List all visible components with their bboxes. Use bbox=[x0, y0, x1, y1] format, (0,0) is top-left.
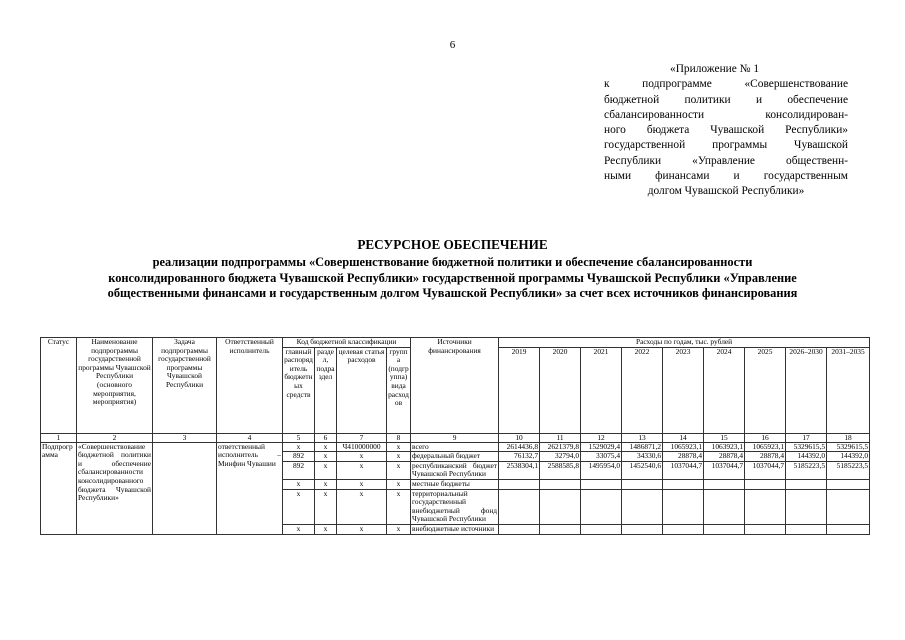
column-number: 17 bbox=[786, 433, 827, 442]
appendix-line: «Приложение № 1 bbox=[670, 63, 760, 75]
column-number: 6 bbox=[315, 433, 337, 442]
cell-grbs: 892 bbox=[283, 461, 315, 479]
cell-value bbox=[704, 524, 745, 534]
cell-value: 1529029,4 bbox=[581, 442, 622, 452]
cell-value bbox=[540, 479, 581, 489]
header-executor: Ответственный исполнитель bbox=[217, 338, 283, 434]
column-number: 18 bbox=[827, 433, 870, 442]
appendix-line: ного бюджета Чувашской Республики» bbox=[604, 124, 848, 137]
column-number: 4 bbox=[217, 433, 283, 442]
header-year: 2025 bbox=[745, 347, 786, 433]
cell-article: x bbox=[337, 461, 387, 479]
column-number: 16 bbox=[745, 433, 786, 442]
cell-grbs: x bbox=[283, 479, 315, 489]
column-number: 3 bbox=[153, 433, 217, 442]
cell-value: 1495954,0 bbox=[581, 461, 622, 479]
header-code-section: раздел, подраздел bbox=[315, 347, 337, 433]
cell-value bbox=[704, 479, 745, 489]
header-status: Статус bbox=[41, 338, 77, 434]
cell-value: 1063923,1 bbox=[704, 442, 745, 452]
appendix-line: ными финансами и государственным bbox=[604, 170, 848, 183]
header-code-grbs: главный распорядитель бюджетных средств bbox=[283, 347, 315, 433]
cell-value bbox=[827, 479, 870, 489]
cell-group: x bbox=[387, 489, 411, 524]
appendix-note bbox=[604, 62, 848, 200]
header-expenses-group: Расходы по годам, тыс. рублей bbox=[499, 338, 870, 348]
column-number: 8 bbox=[387, 433, 411, 442]
appendix-line: к подпрограмме «Совершенствование bbox=[604, 78, 848, 91]
header-year: 2024 bbox=[704, 347, 745, 433]
cell-value bbox=[704, 489, 745, 524]
cell-value: 2614436,8 bbox=[499, 442, 540, 452]
cell-grbs: 892 bbox=[283, 452, 315, 462]
cell-value bbox=[745, 489, 786, 524]
cell-section: x bbox=[315, 524, 337, 534]
cell-value bbox=[827, 489, 870, 524]
cell-value bbox=[786, 479, 827, 489]
column-number: 1 bbox=[41, 433, 77, 442]
document-title-block bbox=[30, 237, 875, 302]
cell-value bbox=[581, 479, 622, 489]
appendix-line: государственной программы Чувашской bbox=[604, 139, 848, 152]
cell-section: x bbox=[315, 479, 337, 489]
cell-value: 2588585,8 bbox=[540, 461, 581, 479]
cell-value: 1065923,1 bbox=[663, 442, 704, 452]
cell-value: 28878,4 bbox=[663, 452, 704, 462]
cell-value: 2538304,1 bbox=[499, 461, 540, 479]
document-subtitle-line: реализации подпрограммы «Совершенствование бюджетной политики и обеспечение сбалансированности bbox=[152, 255, 753, 269]
cell-grbs: x bbox=[283, 489, 315, 524]
cell-value bbox=[786, 489, 827, 524]
cell-source: территориальный государственный внебюджетный фонд Чувашской Республики bbox=[412, 489, 498, 524]
table-row bbox=[41, 442, 870, 452]
cell-source: внебюджетные источники bbox=[411, 524, 499, 534]
column-number: 5 bbox=[283, 433, 315, 442]
cell-value: 5185223,5 bbox=[786, 461, 827, 479]
cell-value bbox=[622, 524, 663, 534]
header-year: 2019 bbox=[499, 347, 540, 433]
appendix-line: долгом Чувашской Республики» bbox=[647, 185, 805, 198]
cell-value: 1037044,7 bbox=[704, 461, 745, 479]
cell-value: 5329615,5 bbox=[827, 442, 870, 452]
cell-executor: ответственный исполнитель – Минфин Чувашии bbox=[217, 442, 283, 534]
cell-value bbox=[622, 489, 663, 524]
header-task: Задача подпрограммы государственной программы Чувашской Республики bbox=[153, 338, 217, 434]
cell-grbs: x bbox=[283, 442, 315, 452]
header-year: 2023 bbox=[663, 347, 704, 433]
cell-status: Подпрограмма bbox=[41, 442, 77, 534]
appendix-line: Республики «Управление общественн- bbox=[604, 154, 848, 167]
document-title: РЕСУРСНОЕ ОБЕСПЕЧЕНИЕ bbox=[357, 237, 548, 252]
cell-value bbox=[540, 524, 581, 534]
header-year: 2021 bbox=[581, 347, 622, 433]
cell-value: 28878,4 bbox=[745, 452, 786, 462]
cell-value bbox=[827, 524, 870, 534]
cell-article: x bbox=[337, 489, 387, 524]
cell-value: 1486871,2 bbox=[622, 442, 663, 452]
cell-value: 2621379,8 bbox=[540, 442, 581, 452]
column-number-row bbox=[41, 433, 870, 442]
column-number: 2 bbox=[77, 433, 153, 442]
cell-section: x bbox=[315, 489, 337, 524]
cell-value: 28878,4 bbox=[704, 452, 745, 462]
cell-article: x bbox=[337, 452, 387, 462]
cell-section: x bbox=[315, 442, 337, 452]
cell-value bbox=[663, 489, 704, 524]
cell-value bbox=[499, 524, 540, 534]
cell-value bbox=[540, 489, 581, 524]
document-subtitle-line: консолидированного бюджета Чувашской Республики» государственной программы Чувашской Республики «Управление bbox=[108, 270, 797, 285]
column-number: 12 bbox=[581, 433, 622, 442]
header-code-group-type: группа (подгруппа) вида расходов bbox=[387, 347, 411, 433]
cell-task bbox=[153, 442, 217, 534]
document-subtitle-line: общественными финансами и государственным долгом Чувашской Республики» за счет всех источников финансирования bbox=[107, 286, 798, 301]
column-number: 15 bbox=[704, 433, 745, 442]
column-number: 10 bbox=[499, 433, 540, 442]
cell-value: 34330,6 bbox=[622, 452, 663, 462]
cell-value: 76132,7 bbox=[499, 452, 540, 462]
cell-article: x bbox=[337, 479, 387, 489]
column-number: 13 bbox=[622, 433, 663, 442]
cell-value bbox=[499, 479, 540, 489]
cell-group: x bbox=[387, 442, 411, 452]
cell-source: местные бюджеты bbox=[411, 479, 499, 489]
header-name: Наименование подпрограммы государственной программы Чувашской Республики (основного мероприятия, мероприятия) bbox=[77, 338, 153, 434]
header-year: 2031–2035 bbox=[827, 347, 870, 433]
header-code-group: Код бюджетной классификации bbox=[283, 338, 411, 348]
cell-value: 1037044,7 bbox=[745, 461, 786, 479]
column-number: 7 bbox=[337, 433, 387, 442]
header-year: 2022 bbox=[622, 347, 663, 433]
page-number: 6 bbox=[449, 39, 456, 51]
cell-value bbox=[581, 489, 622, 524]
cell-source: всего bbox=[411, 442, 499, 452]
cell-article: Ч410000000 bbox=[337, 442, 387, 452]
cell-value: 1065923,1 bbox=[745, 442, 786, 452]
cell-name: «Совершенствование бюджетной политики и обеспечение сбалансированности консолидированного бюджета Чувашской Республики» bbox=[77, 442, 153, 534]
cell-article: x bbox=[337, 524, 387, 534]
cell-group: x bbox=[387, 452, 411, 462]
cell-value: 33075,4 bbox=[581, 452, 622, 462]
cell-value bbox=[663, 479, 704, 489]
cell-group: x bbox=[387, 524, 411, 534]
cell-value bbox=[786, 524, 827, 534]
column-number: 9 bbox=[411, 433, 499, 442]
column-number: 14 bbox=[663, 433, 704, 442]
header-code-article: целевая статья расходов bbox=[337, 347, 387, 433]
cell-value: 32794,0 bbox=[540, 452, 581, 462]
cell-grbs: x bbox=[283, 524, 315, 534]
cell-section: x bbox=[315, 452, 337, 462]
cell-source: республиканский бюджет Чувашской Республики bbox=[412, 461, 498, 479]
cell-value bbox=[745, 524, 786, 534]
cell-value bbox=[499, 489, 540, 524]
cell-value: 144392,0 bbox=[827, 452, 870, 462]
cell-section: x bbox=[315, 461, 337, 479]
cell-value: 5185223,5 bbox=[827, 461, 870, 479]
column-number: 11 bbox=[540, 433, 581, 442]
cell-value bbox=[745, 479, 786, 489]
header-year: 2026–2030 bbox=[786, 347, 827, 433]
cell-value bbox=[622, 479, 663, 489]
cell-value: 1452540,6 bbox=[622, 461, 663, 479]
cell-value bbox=[663, 524, 704, 534]
header-year: 2020 bbox=[540, 347, 581, 433]
cell-value bbox=[581, 524, 622, 534]
appendix-line: бюджетной политики и обеспечение bbox=[604, 93, 848, 106]
header-sources: Источники финансирования bbox=[411, 338, 499, 434]
resource-table bbox=[40, 337, 870, 535]
cell-group: x bbox=[387, 461, 411, 479]
cell-source: федеральный бюджет bbox=[411, 452, 499, 462]
cell-value: 144392,0 bbox=[786, 452, 827, 462]
cell-value: 1037044,7 bbox=[663, 461, 704, 479]
cell-group: x bbox=[387, 479, 411, 489]
appendix-line: сбалансированности консолидирован- bbox=[604, 108, 848, 121]
cell-value: 5329615,5 bbox=[786, 442, 827, 452]
